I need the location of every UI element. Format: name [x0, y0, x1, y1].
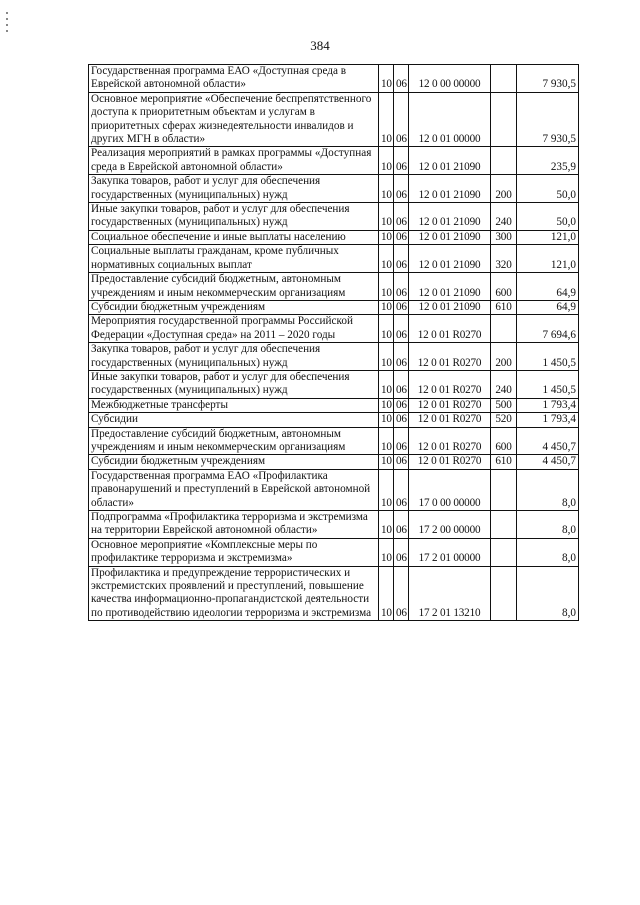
expense-type-code: 520	[491, 413, 517, 427]
table-row	[89, 273, 579, 301]
amount: 64,9	[517, 300, 579, 314]
table-row	[89, 315, 579, 343]
section-code: 10	[379, 469, 394, 510]
subsection-code: 06	[394, 370, 409, 398]
target-article-code: 12 0 01 21090	[409, 203, 491, 231]
table-row	[89, 370, 579, 398]
target-article-code: 12 0 01 R0270	[409, 455, 491, 469]
target-article-code: 12 0 01 21090	[409, 245, 491, 273]
subsection-code: 06	[394, 511, 409, 539]
subsection-code: 06	[394, 147, 409, 175]
amount: 1 793,4	[517, 413, 579, 427]
amount: 50,0	[517, 175, 579, 203]
amount: 121,0	[517, 245, 579, 273]
subsection-code: 06	[394, 245, 409, 273]
row-name: Субсидии бюджетным учреждениям	[89, 300, 379, 314]
section-code: 10	[379, 65, 394, 93]
expense-type-code	[491, 566, 517, 621]
target-article-code: 12 0 01 R0270	[409, 413, 491, 427]
section-code: 10	[379, 245, 394, 273]
section-code: 10	[379, 343, 394, 371]
table-row	[89, 300, 579, 314]
target-article-code: 12 0 01 R0270	[409, 398, 491, 412]
table-row	[89, 65, 579, 93]
page-number: 384	[310, 38, 330, 53]
row-name: Социальное обеспечение и иные выплаты населению	[89, 230, 379, 244]
row-name: Государственная программа ЕАО «Профилактика правонарушений и преступлений в Еврейской автономной области»	[89, 469, 379, 510]
expense-type-code: 200	[491, 175, 517, 203]
target-article-code: 17 2 00 00000	[409, 511, 491, 539]
expense-type-code: 320	[491, 245, 517, 273]
subsection-code: 06	[394, 538, 409, 566]
subsection-code: 06	[394, 413, 409, 427]
subsection-code: 06	[394, 343, 409, 371]
expense-type-code: 600	[491, 273, 517, 301]
section-code: 10	[379, 315, 394, 343]
target-article-code: 12 0 01 21090	[409, 230, 491, 244]
section-code: 10	[379, 370, 394, 398]
section-code: 10	[379, 175, 394, 203]
subsection-code: 06	[394, 427, 409, 455]
table-row	[89, 427, 579, 455]
row-name: Государственная программа ЕАО «Доступная среда в Еврейской автономной области»	[89, 65, 379, 93]
target-article-code: 12 0 01 R0270	[409, 370, 491, 398]
target-article-code: 12 0 01 21090	[409, 273, 491, 301]
subsection-code: 06	[394, 65, 409, 93]
subsection-code: 06	[394, 398, 409, 412]
target-article-code: 12 0 01 21090	[409, 175, 491, 203]
amount: 8,0	[517, 538, 579, 566]
expense-type-code: 600	[491, 427, 517, 455]
amount: 121,0	[517, 230, 579, 244]
section-code: 10	[379, 427, 394, 455]
section-code: 10	[379, 538, 394, 566]
amount: 64,9	[517, 273, 579, 301]
expense-type-code: 300	[491, 230, 517, 244]
target-article-code: 12 0 01 00000	[409, 92, 491, 147]
amount: 7 930,5	[517, 92, 579, 147]
target-article-code: 17 2 01 00000	[409, 538, 491, 566]
subsection-code: 06	[394, 469, 409, 510]
amount: 7 694,6	[517, 315, 579, 343]
row-name: Подпрограмма «Профилактика терроризма и экстремизма на территории Еврейской автономной области»	[89, 511, 379, 539]
subsection-code: 06	[394, 203, 409, 231]
table-row	[89, 230, 579, 244]
amount: 8,0	[517, 566, 579, 621]
table-row	[89, 245, 579, 273]
table-row	[89, 92, 579, 147]
amount: 4 450,7	[517, 427, 579, 455]
target-article-code: 12 0 01 R0270	[409, 427, 491, 455]
expense-type-code: 200	[491, 343, 517, 371]
table-row	[89, 147, 579, 175]
subsection-code: 06	[394, 175, 409, 203]
amount: 235,9	[517, 147, 579, 175]
target-article-code: 12 0 00 00000	[409, 65, 491, 93]
section-code: 10	[379, 511, 394, 539]
target-article-code: 12 0 01 21090	[409, 300, 491, 314]
budget-table	[88, 64, 579, 621]
target-article-code: 12 0 01 21090	[409, 147, 491, 175]
section-code: 10	[379, 273, 394, 301]
amount: 1 450,5	[517, 343, 579, 371]
target-article-code: 12 0 01 R0270	[409, 343, 491, 371]
table-row	[89, 203, 579, 231]
row-name: Реализация мероприятий в рамках программы «Доступная среда в Еврейской автономной области»	[89, 147, 379, 175]
subsection-code: 06	[394, 455, 409, 469]
section-code: 10	[379, 203, 394, 231]
target-article-code: 17 0 00 00000	[409, 469, 491, 510]
expense-type-code: 500	[491, 398, 517, 412]
expense-type-code	[491, 469, 517, 510]
subsection-code: 06	[394, 300, 409, 314]
subsection-code: 06	[394, 92, 409, 147]
section-code: 10	[379, 413, 394, 427]
section-code: 10	[379, 300, 394, 314]
row-name: Социальные выплаты гражданам, кроме публичных нормативных социальных выплат	[89, 245, 379, 273]
row-name: Профилактика и предупреждение террористических и экстремистских проявлений и преступлений, повышение качества информационно-пропагандистской деятельности по противодействию идеологии терроризма и экстремизма	[89, 566, 379, 621]
table-row	[89, 538, 579, 566]
table-row	[89, 413, 579, 427]
expense-type-code: 240	[491, 370, 517, 398]
expense-type-code	[491, 65, 517, 93]
expense-type-code	[491, 511, 517, 539]
amount: 1 450,5	[517, 370, 579, 398]
row-name: Основное мероприятие «Обеспечение беспрепятственного доступа к приоритетным объектам и услугам в приоритетных сферах жизнедеятельности инвалидов и других МГН в области»	[89, 92, 379, 147]
expense-type-code: 240	[491, 203, 517, 231]
table-row	[89, 175, 579, 203]
section-code: 10	[379, 147, 394, 175]
target-article-code: 12 0 01 R0270	[409, 315, 491, 343]
section-code: 10	[379, 398, 394, 412]
amount: 1 793,4	[517, 398, 579, 412]
table-row	[89, 511, 579, 539]
table-row	[89, 469, 579, 510]
subsection-code: 06	[394, 566, 409, 621]
table-row	[89, 343, 579, 371]
table-row	[89, 566, 579, 621]
expense-type-code	[491, 538, 517, 566]
section-code: 10	[379, 230, 394, 244]
row-name: Мероприятия государственной программы Российской Федерации «Доступная среда» на 2011 – 2020 годы	[89, 315, 379, 343]
table-row	[89, 398, 579, 412]
expense-type-code: 610	[491, 455, 517, 469]
target-article-code: 17 2 01 13210	[409, 566, 491, 621]
subsection-code: 06	[394, 315, 409, 343]
row-name: Субсидии бюджетным учреждениям	[89, 455, 379, 469]
section-code: 10	[379, 92, 394, 147]
expense-type-code	[491, 92, 517, 147]
amount: 8,0	[517, 511, 579, 539]
amount: 7 930,5	[517, 65, 579, 93]
expense-type-code: 610	[491, 300, 517, 314]
section-code: 10	[379, 455, 394, 469]
row-name: Субсидии	[89, 413, 379, 427]
expense-type-code	[491, 147, 517, 175]
subsection-code: 06	[394, 230, 409, 244]
amount: 50,0	[517, 203, 579, 231]
row-name: Закупка товаров, работ и услуг для обеспечения государственных (муниципальных) нужд	[89, 343, 379, 371]
row-name: Закупка товаров, работ и услуг для обеспечения государственных (муниципальных) нужд	[89, 175, 379, 203]
subsection-code: 06	[394, 273, 409, 301]
amount: 4 450,7	[517, 455, 579, 469]
row-name: Иные закупки товаров, работ и услуг для обеспечения государственных (муниципальных) нужд	[89, 370, 379, 398]
row-name: Основное мероприятие «Комплексные меры по профилактике терроризма и экстремизма»	[89, 538, 379, 566]
section-code: 10	[379, 566, 394, 621]
amount: 8,0	[517, 469, 579, 510]
expense-type-code	[491, 315, 517, 343]
row-name: Предоставление субсидий бюджетным, автономным учреждениям и иным некоммерческим организациям	[89, 427, 379, 455]
row-name: Предоставление субсидий бюджетным, автономным учреждениям и иным некоммерческим организациям	[89, 273, 379, 301]
row-name: Межбюджетные трансферты	[89, 398, 379, 412]
table-row	[89, 455, 579, 469]
row-name: Иные закупки товаров, работ и услуг для обеспечения государственных (муниципальных) нужд	[89, 203, 379, 231]
